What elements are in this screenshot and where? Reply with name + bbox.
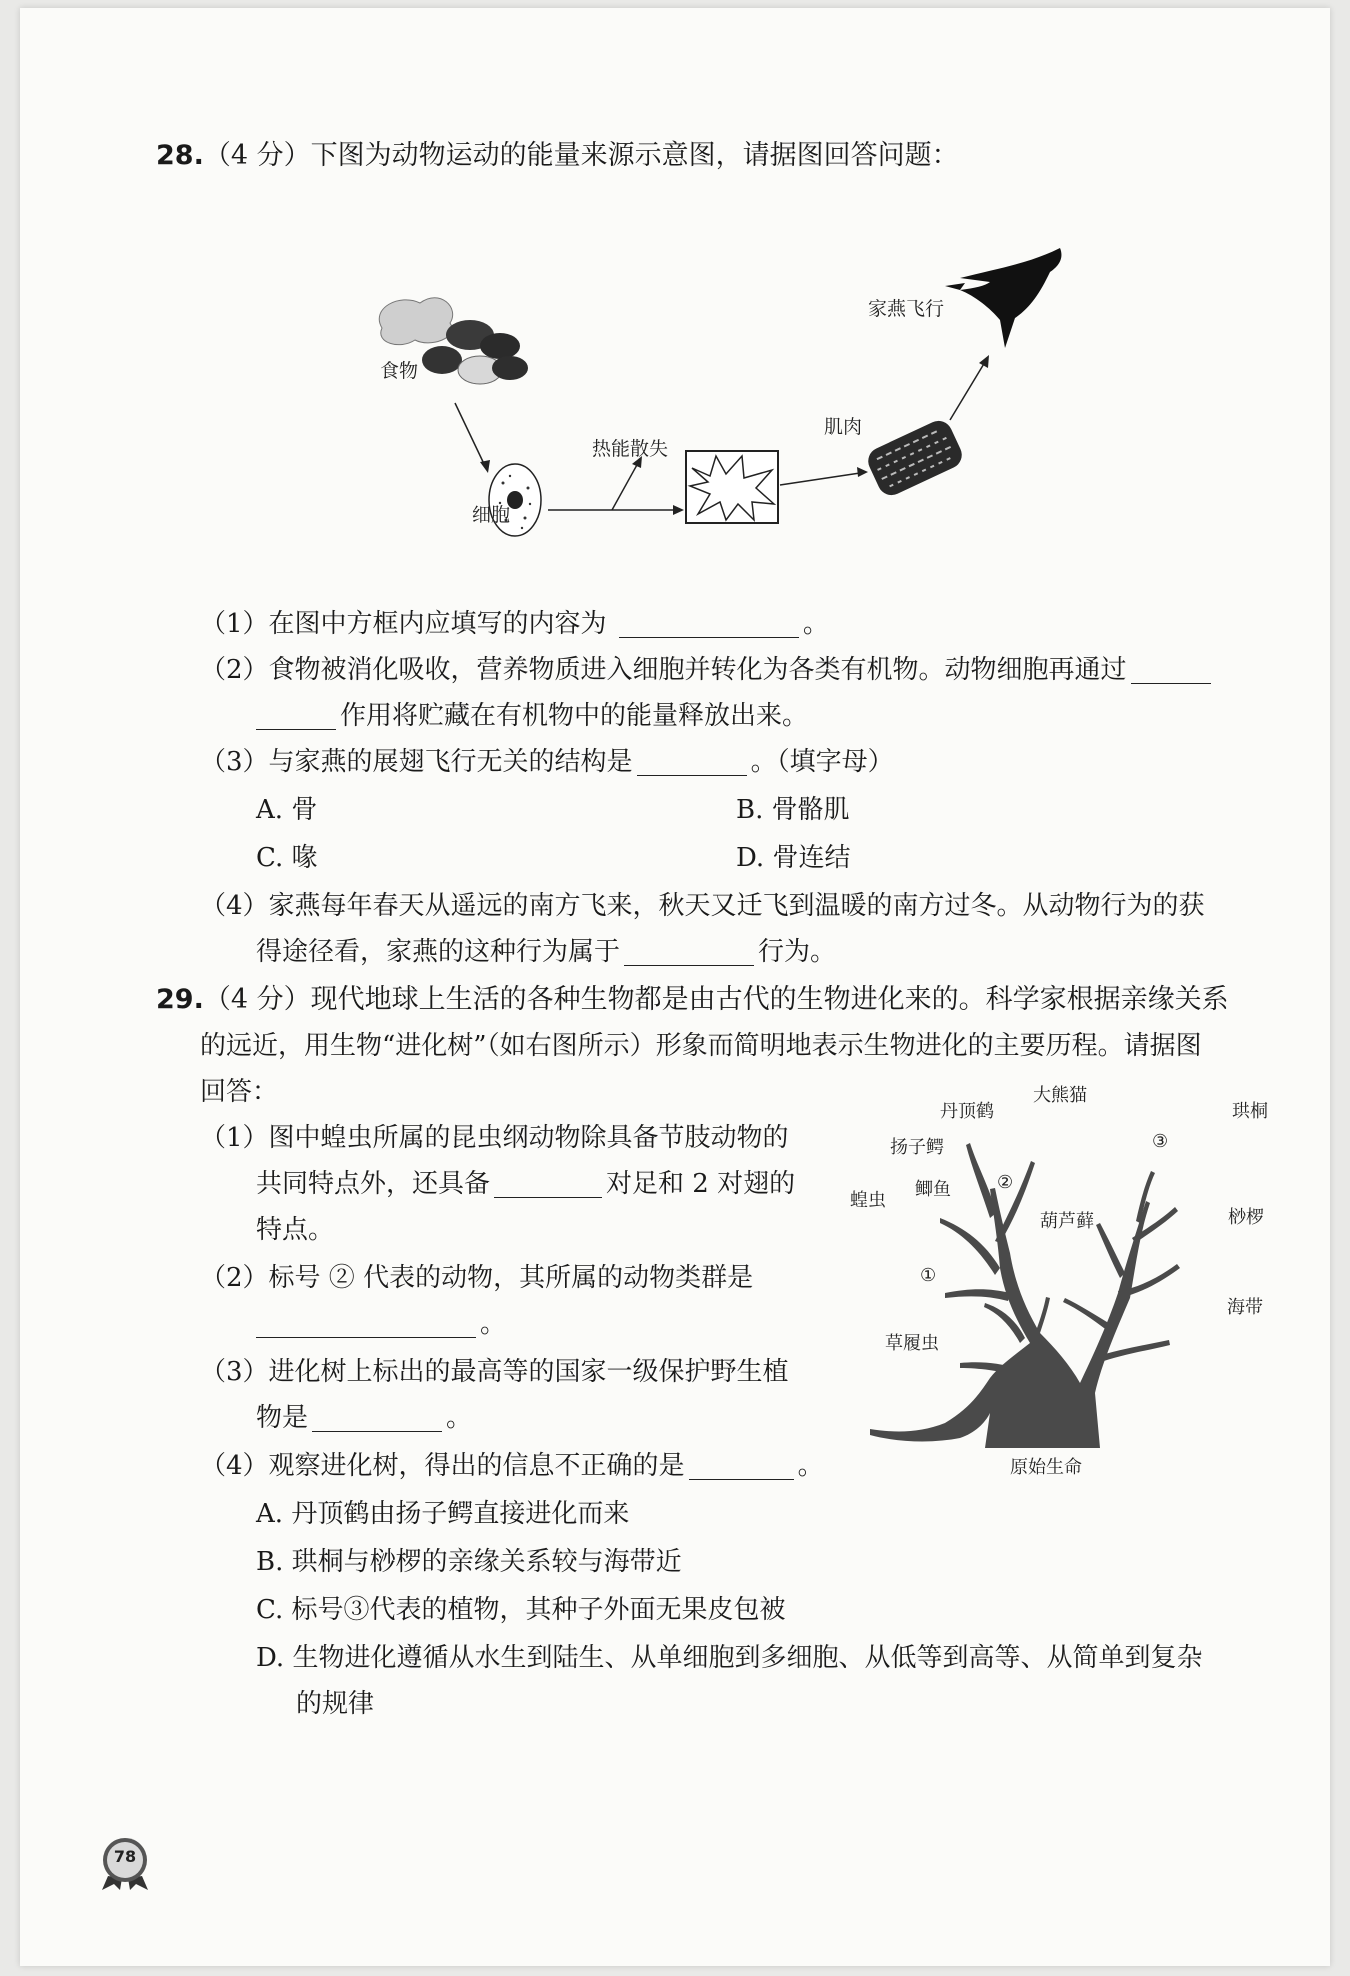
option-label: B. xyxy=(256,1547,284,1577)
swallow-illustration xyxy=(945,248,1061,348)
q28-option-a[interactable] xyxy=(256,790,317,830)
tree-label-panda: 大熊猫 xyxy=(1033,1085,1087,1106)
tree-label-haidai: 海带 xyxy=(1227,1297,1263,1318)
q29-p1-line1: 图中蝗虫所属的昆虫纲动物除具备节肢动物的 xyxy=(268,1123,789,1153)
q28-p1-end: 。 xyxy=(802,609,829,639)
option-label: D. xyxy=(256,1643,285,1673)
q29-p1-blank[interactable] xyxy=(494,1167,602,1198)
option-text: 标号③代表的植物，其种子外面无果皮包被 xyxy=(291,1595,786,1625)
q28-p3-text: 与家燕的展翅飞行无关的结构是 xyxy=(268,747,633,777)
tree-mark-3: ③ xyxy=(1152,1131,1169,1152)
q29-p4-end: 。 xyxy=(797,1451,824,1481)
q28-p4-end: 行为。 xyxy=(758,937,837,967)
q29-p4 xyxy=(200,1446,824,1486)
option-text: 骨连结 xyxy=(772,843,851,873)
option-text: 骨 xyxy=(291,795,318,825)
q29-p1-line3: 特点。 xyxy=(256,1215,335,1245)
q28-option-b[interactable] xyxy=(736,790,850,830)
q28-p1-text: 在图中方框内应填写的内容为 xyxy=(268,609,607,639)
q29-p4-label: （4） xyxy=(200,1451,269,1481)
energy-box xyxy=(686,451,778,523)
q28-header-text: （4 分）下图为动物运动的能量来源示意图，请据图回答问题： xyxy=(203,140,959,171)
q29-option-a[interactable] xyxy=(256,1494,629,1534)
option-text: 珙桐与桫椤的亲缘关系较与海带近 xyxy=(291,1547,682,1577)
tree-label-suoluo: 桫椤 xyxy=(1228,1207,1264,1228)
label-swallow: 家燕飞行 xyxy=(868,298,945,320)
label-muscle: 肌肉 xyxy=(824,416,863,438)
q28-p2-text: 食物被消化吸收，营养物质进入细胞并转化为各类有机物。动物细胞再通过 xyxy=(268,655,1127,685)
q29-p3-text-a: 物是 xyxy=(256,1403,309,1433)
q29-p4-text: 观察进化树，得出的信息不正确的是 xyxy=(268,1451,685,1481)
label-food: 食物 xyxy=(380,360,419,382)
q28-p2-blank-b[interactable] xyxy=(256,699,336,730)
q28-p2-text-b: 作用将贮藏在有机物中的能量释放出来。 xyxy=(340,701,809,731)
q28-p3-end: 。（填字母） xyxy=(750,747,894,777)
q29-p1-label: （1） xyxy=(200,1123,269,1153)
q29-p3-line2 xyxy=(256,1398,472,1438)
q29-header-line3: 回答： xyxy=(200,1077,279,1107)
q28-p3-label: （3） xyxy=(200,747,269,777)
energy-diagram-graphics xyxy=(360,238,1100,548)
q29-p1 xyxy=(200,1118,789,1158)
q29-p1-text-a: 共同特点外，还具备 xyxy=(256,1169,491,1199)
option-text: 骨骼肌 xyxy=(771,795,850,825)
q29-number: 29. xyxy=(156,984,204,1015)
label-heat: 热能散失 xyxy=(592,438,669,460)
tree-mark-1: ① xyxy=(920,1265,937,1286)
q29-option-d[interactable] xyxy=(256,1638,1202,1678)
energy-diagram xyxy=(360,238,1100,548)
q28-p3-blank[interactable] xyxy=(637,745,747,776)
tree-mark-2: ② xyxy=(997,1172,1014,1193)
q29-p3-line1: 进化树上标出的最高等的国家一级保护野生植 xyxy=(268,1357,789,1387)
q29-p3-blank[interactable] xyxy=(312,1401,442,1432)
q28-p2 xyxy=(200,650,1211,690)
option-label: D. xyxy=(736,843,765,873)
q29-p2-line2 xyxy=(256,1304,506,1344)
q29-p2-line1: 标号 ② 代表的动物，其所属的动物类群是 xyxy=(268,1263,754,1293)
tree-label-hulu: 葫芦藓 xyxy=(1040,1211,1094,1232)
q28-p2-blank-a[interactable] xyxy=(1131,653,1211,684)
q29-p1-text-b: 对足和 2 对翅的 xyxy=(606,1169,796,1199)
tree-label-jiyu: 鲫鱼 xyxy=(915,1179,951,1200)
q29-header xyxy=(156,980,1229,1020)
q29-p4-blank[interactable] xyxy=(689,1449,794,1480)
q29-p3-label: （3） xyxy=(200,1357,269,1387)
tree-label-danding: 丹顶鹤 xyxy=(940,1101,994,1122)
option-label: A. xyxy=(256,795,284,825)
q29-p2 xyxy=(200,1258,753,1298)
q28-p4-text-b: 得途径看，家燕的这种行为属于 xyxy=(256,937,621,967)
option-text: 丹顶鹤由扬子鳄直接进化而来 xyxy=(291,1499,630,1529)
q28-p1 xyxy=(200,604,829,644)
option-label: B. xyxy=(736,795,764,825)
q28-p1-blank[interactable] xyxy=(619,607,799,638)
q29-p2-blank[interactable] xyxy=(256,1307,476,1338)
label-cell: 细胞 xyxy=(472,504,511,526)
tree-label-huangchong: 蝗虫 xyxy=(850,1190,886,1211)
tree-label-origin: 原始生命 xyxy=(1010,1457,1082,1478)
q28-p4-label: （4） xyxy=(200,891,269,921)
option-label: C. xyxy=(256,1595,284,1625)
q28-p2-label: （2） xyxy=(200,655,269,685)
q28-p4-text: 家燕每年春天从遥远的南方飞来，秋天又迁飞到温暖的南方过冬。从动物行为的获 xyxy=(268,891,1205,921)
q29-p2-end: 。 xyxy=(480,1309,507,1339)
q28-option-c[interactable] xyxy=(256,838,318,878)
q29-option-d-cont: 的规律 xyxy=(296,1689,375,1719)
tree-label-gongtong: 珙桐 xyxy=(1232,1101,1268,1122)
q28-p4-blank[interactable] xyxy=(624,935,754,966)
page-number-badge xyxy=(98,1836,152,1890)
q29-option-c[interactable] xyxy=(256,1590,786,1630)
q29-p2-label: （2） xyxy=(200,1263,269,1293)
option-text: 生物进化遵循从水生到陆生、从单细胞到多细胞、从低等到高等、从简单到复杂 xyxy=(292,1643,1203,1673)
q28-p3 xyxy=(200,742,894,782)
page xyxy=(20,8,1330,1966)
q29-option-b[interactable] xyxy=(256,1542,682,1582)
q28-option-d[interactable] xyxy=(736,838,850,878)
q29-header-line2: 的远近，用生物“进化树”（如右图所示）形象而简明地表示生物进化的主要历程。请据图 xyxy=(200,1031,1202,1061)
option-text: 喙 xyxy=(291,843,318,873)
page-number: 78 xyxy=(113,1847,137,1866)
q28-header xyxy=(156,136,959,176)
option-label: C. xyxy=(256,843,284,873)
tree-label-caolv: 草履虫 xyxy=(885,1333,939,1354)
q28-p2-cont xyxy=(256,696,808,736)
q29-p1-line2 xyxy=(256,1164,795,1204)
muscle-illustration xyxy=(864,416,967,499)
q29-header-line1: （4 分）现代地球上生活的各种生物都是由古代的生物进化来的。科学家根据亲缘关系 xyxy=(203,984,1229,1015)
q29-p3-end: 。 xyxy=(446,1403,473,1433)
q28-p4 xyxy=(200,886,1205,926)
evolution-tree xyxy=(840,1085,1280,1483)
q28-p1-label: （1） xyxy=(200,609,269,639)
option-label: A. xyxy=(256,1499,284,1529)
tree-label-yangzi: 扬子鳄 xyxy=(890,1137,944,1158)
q28-number: 28. xyxy=(156,140,204,171)
q29-p3 xyxy=(200,1352,789,1392)
q28-p4-cont xyxy=(256,932,836,972)
